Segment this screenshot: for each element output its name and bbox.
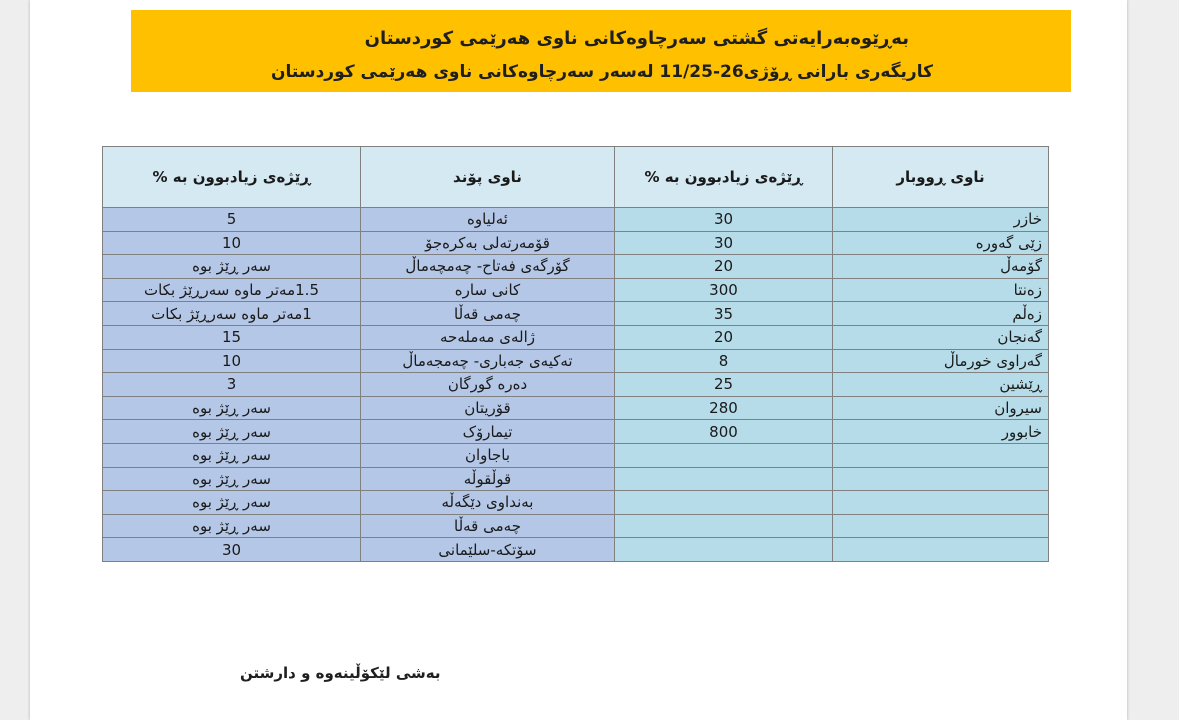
river-increase-cell: 800 (615, 420, 833, 444)
dam-increase-cell: 30 (103, 538, 361, 562)
table-row (103, 231, 1049, 255)
dam-increase-cell: 15 (103, 325, 361, 349)
river-increase-cell: 30 (615, 231, 833, 255)
column-header-dam-increase: ڕێژەی زیادبوون بە % (103, 147, 361, 208)
dam-name-cell: تیمارۆک (361, 420, 615, 444)
dam-name-cell: کانی سارە (361, 278, 615, 302)
dam-increase-cell: 3 (103, 373, 361, 397)
table-row (103, 325, 1049, 349)
table-row (103, 373, 1049, 397)
river-increase-cell: 20 (615, 255, 833, 279)
dam-name-cell: سۆتکە-سلێمانی (361, 538, 615, 562)
table-row (103, 514, 1049, 538)
dam-increase-cell: سەر ڕێژ بوە (103, 491, 361, 515)
dam-name-cell: قۆریتان (361, 396, 615, 420)
dam-increase-cell: سەر ڕێژ بوە (103, 396, 361, 420)
dam-name-cell: ژالەی مەملەحە (361, 325, 615, 349)
river-name-cell: گۆمەڵ (833, 255, 1049, 279)
dam-increase-cell: 10 (103, 349, 361, 373)
dam-increase-cell: سەر ڕێژ بوە (103, 255, 361, 279)
river-name-cell: ڕێشین (833, 373, 1049, 397)
river-name-cell (833, 467, 1049, 491)
dam-name-cell: ئەلیاوە (361, 208, 615, 232)
column-header-dam-name: ناوی پۆند (361, 147, 615, 208)
river-increase-cell: 30 (615, 208, 833, 232)
table-body (103, 208, 1049, 562)
river-increase-cell (615, 514, 833, 538)
dam-name-cell: بەنداوی دێگەڵە (361, 491, 615, 515)
river-increase-cell (615, 491, 833, 515)
dam-name-cell: دەرە گورگان (361, 373, 615, 397)
table-row (103, 208, 1049, 232)
table-row (103, 420, 1049, 444)
river-name-cell: گەراوی خورماڵ (833, 349, 1049, 373)
dam-name-cell: قۆمەرتەلی بەکرەجۆ (361, 231, 615, 255)
river-name-cell (833, 491, 1049, 515)
table-row (103, 396, 1049, 420)
river-increase-cell (615, 538, 833, 562)
table-row (103, 349, 1049, 373)
dam-increase-cell: سەر ڕێژ بوە (103, 420, 361, 444)
dam-name-cell: تەکیەی جەباری- چەمجەماڵ (361, 349, 615, 373)
river-name-cell: سیروان (833, 396, 1049, 420)
river-name-cell: خازر (833, 208, 1049, 232)
river-increase-cell: 20 (615, 325, 833, 349)
river-name-cell: زەنتا (833, 278, 1049, 302)
river-name-cell (833, 443, 1049, 467)
table-header-row (103, 147, 1049, 208)
river-name-cell: گەنجان (833, 325, 1049, 349)
dam-name-cell: باجاوان (361, 443, 615, 467)
table-row (103, 538, 1049, 562)
title-banner (131, 10, 1071, 92)
river-increase-cell: 300 (615, 278, 833, 302)
table-row (103, 491, 1049, 515)
dam-increase-cell: 1.5مەتر ماوە سەرڕێژ بکات (103, 278, 361, 302)
dam-increase-cell: 10 (103, 231, 361, 255)
dam-increase-cell: سەر ڕێژ بوە (103, 467, 361, 491)
river-increase-cell (615, 467, 833, 491)
dam-name-cell: قوڵقوڵە (361, 467, 615, 491)
water-resources-table (102, 146, 1049, 562)
dam-increase-cell: سەر ڕێژ بوە (103, 514, 361, 538)
document-subtitle: کاریگەری بارانی ڕۆژی26-11/25 لەسەر سەرچاوەکانی ناوی هەرێمی کوردستان (271, 62, 933, 82)
dam-increase-cell: 5 (103, 208, 361, 232)
dam-increase-cell: سەر ڕێژ بوە (103, 443, 361, 467)
table-row (103, 467, 1049, 491)
river-name-cell (833, 514, 1049, 538)
river-increase-cell: 280 (615, 396, 833, 420)
column-header-river-name: ناوی ڕووبار (833, 147, 1049, 208)
river-increase-cell: 25 (615, 373, 833, 397)
river-name-cell: زەڵم (833, 302, 1049, 326)
river-increase-cell: 35 (615, 302, 833, 326)
column-header-river-increase: ڕێژەی زیادبوون بە % (615, 147, 833, 208)
river-name-cell: خابوور (833, 420, 1049, 444)
river-increase-cell (615, 443, 833, 467)
river-increase-cell: 8 (615, 349, 833, 373)
river-name-cell: زێی گەورە (833, 231, 1049, 255)
table-row (103, 302, 1049, 326)
dam-name-cell: چەمی قەڵا (361, 514, 615, 538)
dam-name-cell: چەمی قەڵا (361, 302, 615, 326)
footer-department: بەشی لێکۆڵینەوە و دارشتن (240, 664, 441, 682)
document-title: بەڕێوەبەرایەتی گشتی سەرچاوەکانی ناوی هەرێمی کوردستان (364, 28, 909, 49)
table-row (103, 278, 1049, 302)
dam-increase-cell: 1مەتر ماوە سەرڕێژ بکات (103, 302, 361, 326)
table-row (103, 443, 1049, 467)
river-name-cell (833, 538, 1049, 562)
table-row (103, 255, 1049, 279)
dam-name-cell: گۆرگەی فەتاح- چەمچەماڵ (361, 255, 615, 279)
